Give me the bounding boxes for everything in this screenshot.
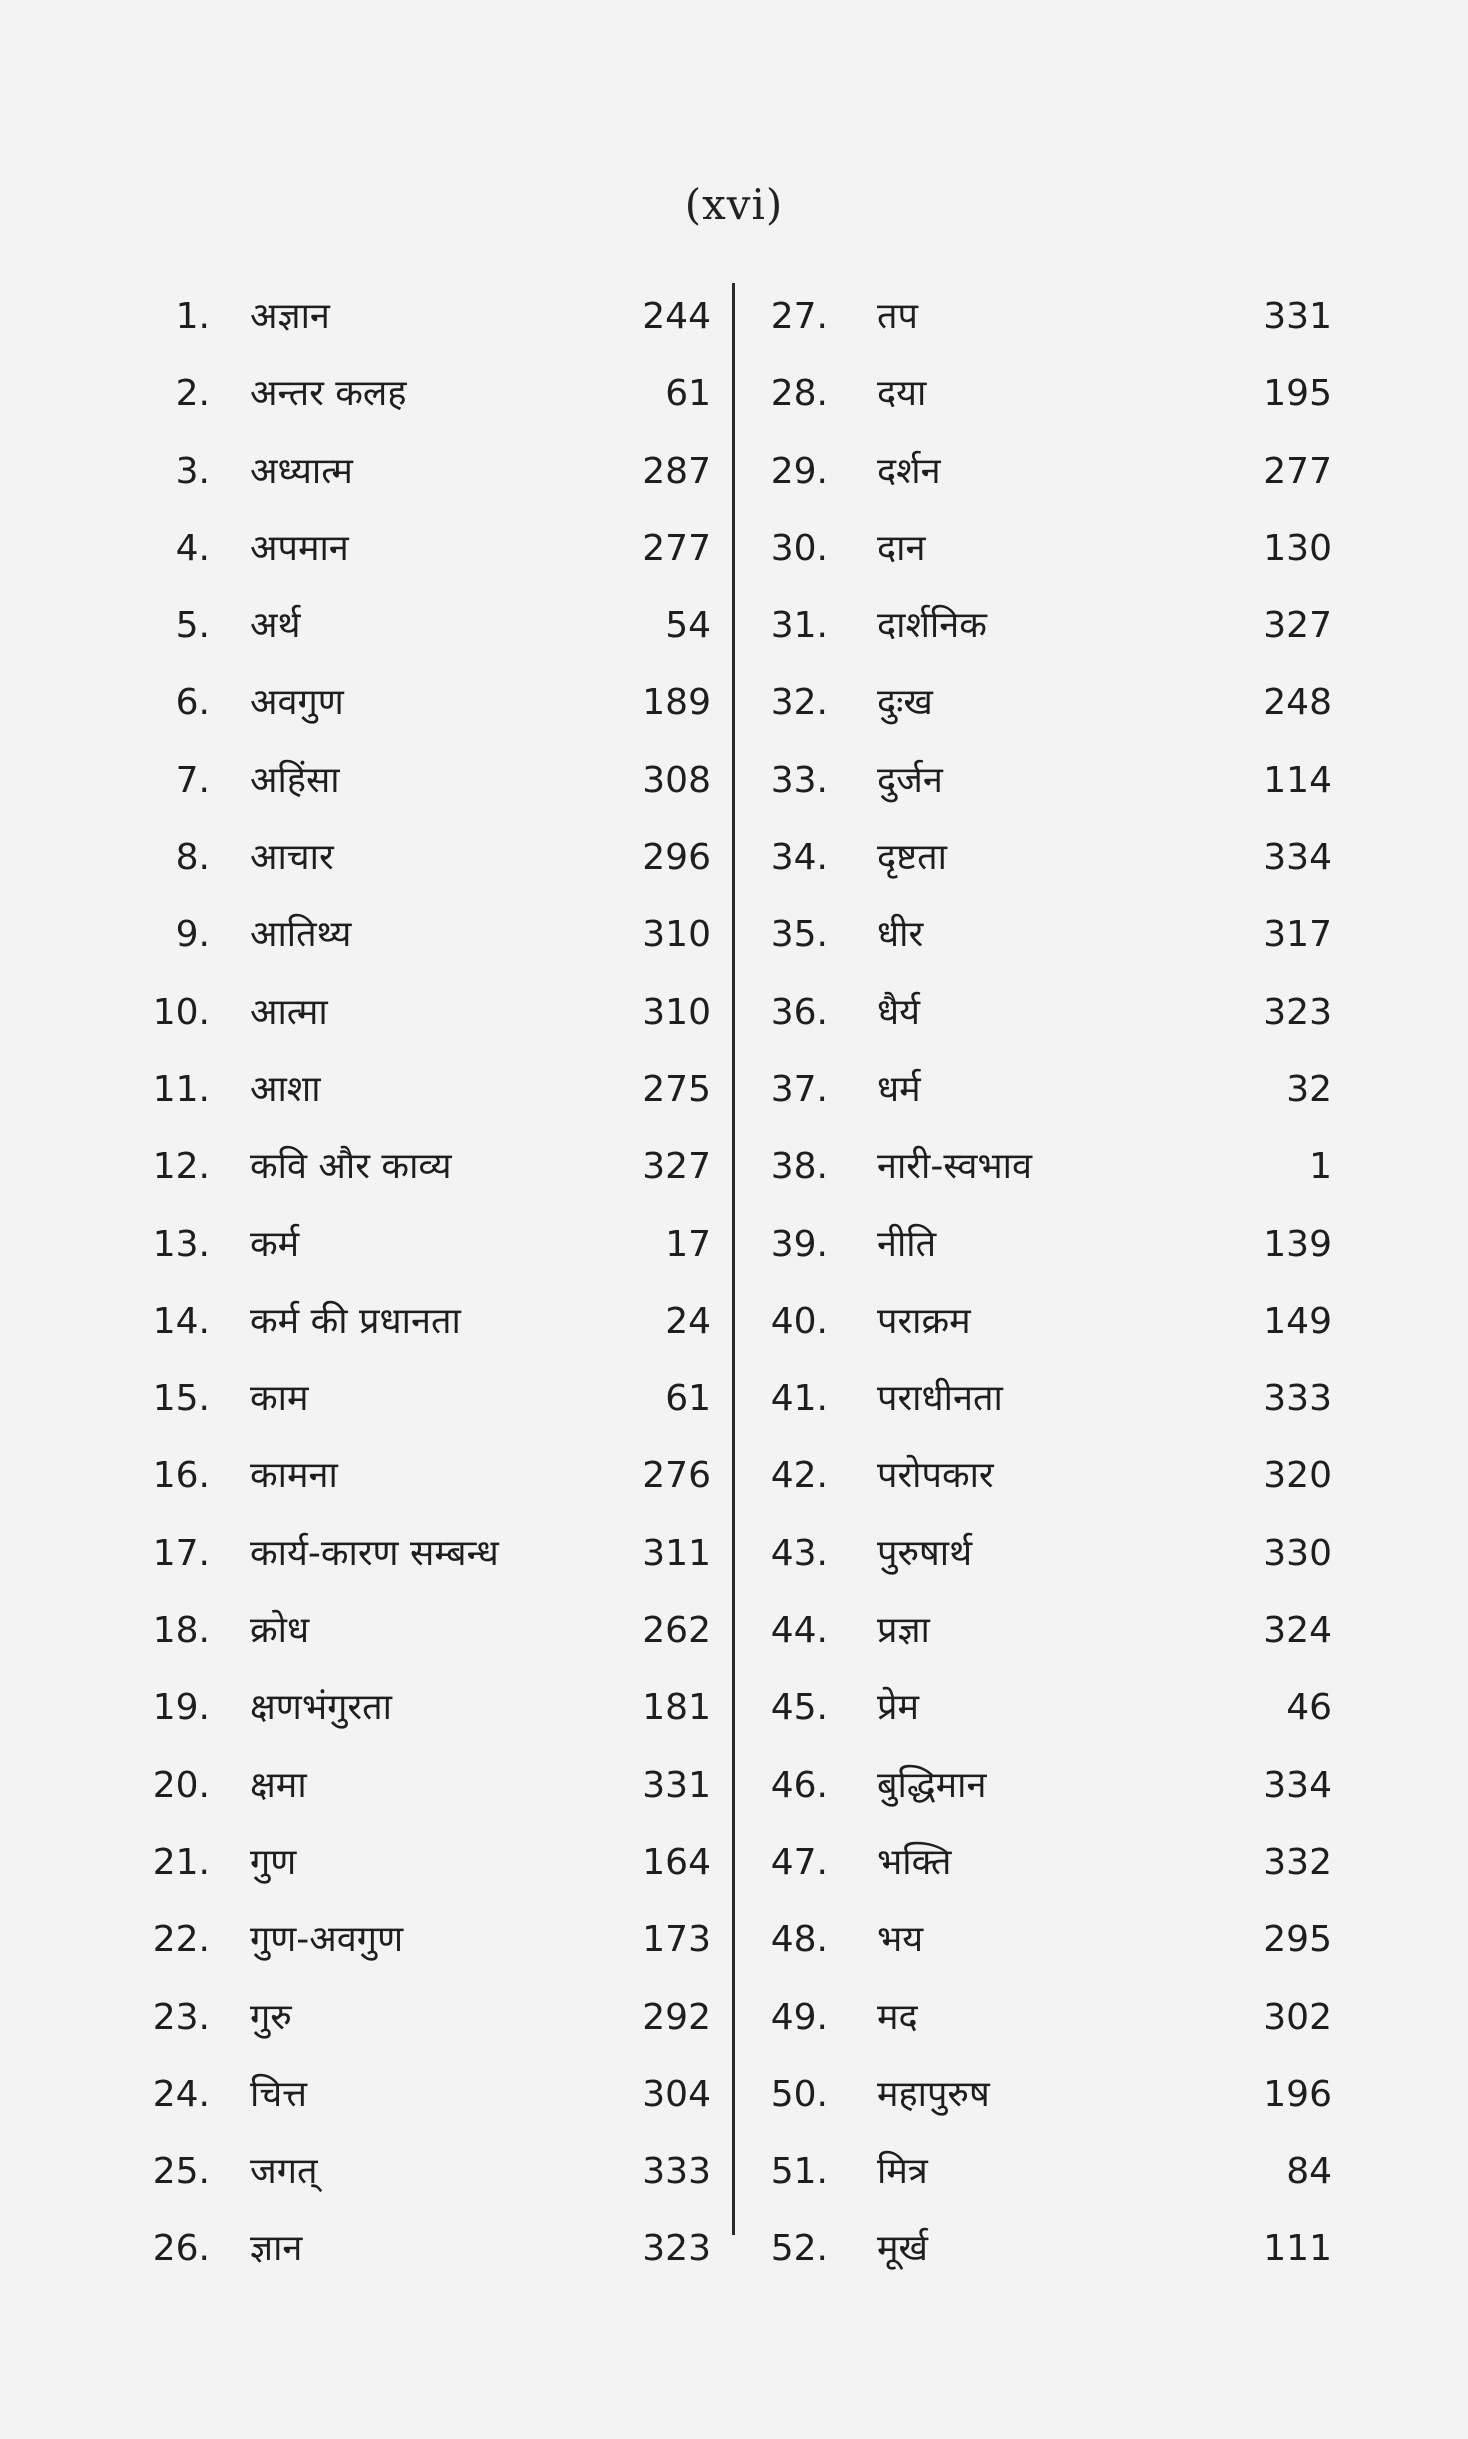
index-entry	[0, 1060, 725, 1137]
entry-page-number: 330	[1263, 1532, 1332, 1574]
entry-page-number: 244	[642, 296, 711, 337]
entry-page-number: 84	[1286, 2151, 1332, 2193]
entry-page-number: 327	[1263, 605, 1332, 647]
index-entry	[0, 1292, 725, 1369]
entry-term: प्रेम	[877, 1687, 920, 1729]
entry-page-number: 149	[1263, 1300, 1332, 1342]
index-entry	[740, 1060, 1360, 1137]
entry-page-number: 196	[1263, 2073, 1332, 2115]
entry-number: 28.	[770, 373, 828, 415]
entry-term: कर्म की प्रधानता	[250, 1300, 461, 1342]
index-entry	[0, 2219, 725, 2296]
entry-page-number: 181	[642, 1687, 711, 1729]
entry-term: चित्त	[250, 2073, 308, 2115]
entry-page-number: 317	[1263, 914, 1332, 956]
index-entry	[740, 287, 1360, 364]
index-entry	[740, 1833, 1360, 1910]
entry-term: आचार	[250, 837, 334, 879]
entry-number: 42.	[770, 1455, 828, 1497]
index-entry	[740, 1988, 1360, 2065]
entry-page-number: 248	[1263, 682, 1332, 724]
entry-page-number: 277	[642, 527, 711, 569]
index-entry	[740, 364, 1360, 441]
index-entry	[740, 673, 1360, 750]
index-entry	[0, 596, 725, 673]
entry-term: क्षमा	[250, 1764, 307, 1806]
entry-number: 29.	[770, 450, 828, 492]
entry-number: 35.	[770, 914, 828, 956]
index-entry	[740, 596, 1360, 673]
index-entry	[0, 905, 725, 982]
index-entry	[740, 2065, 1360, 2142]
entry-page-number: 296	[642, 837, 711, 879]
entry-number: 13.	[152, 1223, 210, 1265]
index-entry	[740, 2142, 1360, 2219]
entry-term: पराक्रम	[877, 1300, 971, 1342]
entry-page-number: 24	[665, 1300, 711, 1342]
index-entry	[740, 1369, 1360, 1446]
entry-term: कवि और काव्य	[250, 1146, 452, 1188]
entry-number: 43.	[770, 1532, 828, 1574]
entry-number: 36.	[770, 991, 828, 1033]
entry-page-number: 320	[1263, 1455, 1332, 1497]
entry-page-number: 323	[642, 2228, 711, 2270]
entry-number: 24.	[152, 2073, 210, 2115]
entry-page-number: 276	[642, 1455, 711, 1497]
column-divider	[732, 283, 735, 2235]
entry-page-number: 173	[642, 1919, 711, 1961]
entry-number: 31.	[770, 605, 828, 647]
entry-page-number: 327	[642, 1146, 711, 1188]
entry-term: आत्मा	[250, 991, 328, 1033]
entry-number: 11.	[152, 1068, 210, 1110]
index-entry	[740, 519, 1360, 596]
index-entry	[740, 1524, 1360, 1601]
entry-term: कर्म	[250, 1223, 300, 1265]
entry-term: अवगुण	[250, 682, 344, 724]
entry-number: 49.	[770, 1996, 828, 2038]
entry-term: दुःख	[877, 682, 933, 724]
entry-page-number: 323	[1263, 991, 1332, 1033]
entry-number: 22.	[152, 1919, 210, 1961]
entry-term: धीर	[877, 914, 924, 956]
entry-number: 10.	[152, 991, 210, 1033]
index-entry	[0, 1833, 725, 1910]
entry-term: आशा	[250, 1068, 321, 1110]
entry-term: दर्शन	[877, 450, 941, 492]
entry-number: 37.	[770, 1068, 828, 1110]
entry-term: अपमान	[250, 527, 349, 569]
index-entry	[0, 828, 725, 905]
entry-number: 47.	[770, 1841, 828, 1883]
entry-term: धर्म	[877, 1068, 921, 1110]
entry-number: 51.	[770, 2151, 828, 2193]
entry-page-number: 61	[665, 373, 711, 415]
entry-term: अहिंसा	[250, 759, 340, 801]
entry-page-number: 331	[1263, 296, 1332, 337]
entry-term: अज्ञान	[250, 296, 330, 337]
index-entry	[740, 1215, 1360, 1292]
entry-number: 46.	[770, 1764, 828, 1806]
entry-term: गुरु	[250, 1996, 292, 2038]
entry-number: 17.	[152, 1532, 210, 1574]
entry-term: भय	[877, 1919, 924, 1961]
entry-number: 33.	[770, 759, 828, 801]
entry-number: 32.	[770, 682, 828, 724]
entry-number: 6.	[175, 682, 210, 724]
entry-number: 50.	[770, 2073, 828, 2115]
index-entry	[0, 364, 725, 441]
entry-page-number: 54	[665, 605, 711, 647]
entry-term: दया	[877, 373, 927, 415]
page-number: (xvi)	[684, 180, 784, 229]
entry-term: कार्य-कारण सम्बन्ध	[250, 1532, 499, 1574]
entry-term: भक्ति	[877, 1841, 952, 1883]
entry-term: काम	[250, 1378, 309, 1420]
index-entry	[740, 442, 1360, 519]
index-entry	[0, 2065, 725, 2142]
entry-page-number: 308	[642, 759, 711, 801]
index-entry	[740, 983, 1360, 1060]
entry-number: 14.	[152, 1300, 210, 1342]
index-entry	[740, 2219, 1360, 2296]
entry-term: दुर्जन	[877, 759, 943, 801]
entry-number: 34.	[770, 837, 828, 879]
entry-term: मित्र	[877, 2151, 928, 2193]
entry-page-number: 17	[665, 1223, 711, 1265]
entry-page-number: 310	[642, 991, 711, 1033]
entry-page-number: 310	[642, 914, 711, 956]
index-entry	[0, 1988, 725, 2065]
entry-term: अध्यात्म	[250, 450, 353, 492]
entry-number: 19.	[152, 1687, 210, 1729]
entry-page-number: 46	[1286, 1687, 1332, 1729]
entry-page-number: 195	[1263, 373, 1332, 415]
index-entry	[0, 442, 725, 519]
entry-number: 45.	[770, 1687, 828, 1729]
entry-page-number: 334	[1263, 1764, 1332, 1806]
entry-page-number: 275	[642, 1068, 711, 1110]
entry-page-number: 262	[642, 1610, 711, 1652]
entry-term: दार्शनिक	[877, 605, 987, 647]
index-entry	[740, 1601, 1360, 1678]
entry-term: नीति	[877, 1223, 937, 1265]
entry-page-number: 32	[1286, 1068, 1332, 1110]
index-entry	[0, 1524, 725, 1601]
entry-term: दान	[877, 527, 926, 569]
index-entry	[0, 2142, 725, 2219]
entry-number: 1.	[175, 296, 210, 337]
entry-number: 8.	[175, 837, 210, 879]
entry-page-number: 139	[1263, 1223, 1332, 1265]
entry-term: नारी-स्वभाव	[877, 1146, 1033, 1188]
entry-page-number: 130	[1263, 527, 1332, 569]
index-entry	[740, 905, 1360, 982]
index-entry	[0, 1215, 725, 1292]
entry-number: 52.	[770, 2228, 828, 2270]
entry-term: महापुरुष	[877, 2073, 990, 2115]
entry-page-number: 111	[1263, 2228, 1332, 2270]
entry-number: 26.	[152, 2228, 210, 2270]
entry-term: अर्थ	[250, 605, 301, 647]
entry-page-number: 302	[1263, 1996, 1332, 2038]
entry-page-number: 333	[1263, 1378, 1332, 1420]
entry-number: 48.	[770, 1919, 828, 1961]
index-column-left	[0, 287, 725, 2297]
entry-page-number: 292	[642, 1996, 711, 2038]
entry-number: 40.	[770, 1300, 828, 1342]
entry-number: 30.	[770, 527, 828, 569]
entry-number: 5.	[175, 605, 210, 647]
entry-term: अन्तर कलह	[250, 373, 407, 415]
entry-term: मद	[877, 1996, 918, 2038]
index-entry	[740, 1137, 1360, 1214]
entry-term: परोपकार	[877, 1455, 994, 1497]
entry-number: 3.	[175, 450, 210, 492]
entry-term: पुरुषार्थ	[877, 1532, 973, 1574]
entry-number: 12.	[152, 1146, 210, 1188]
entry-page-number: 331	[642, 1764, 711, 1806]
index-entry	[0, 1910, 725, 1987]
entry-term: प्रज्ञा	[877, 1610, 930, 1652]
index-entry	[740, 1756, 1360, 1833]
index-entry	[740, 751, 1360, 828]
entry-page-number: 277	[1263, 450, 1332, 492]
entry-term: मूर्ख	[877, 2228, 928, 2270]
entry-number: 4.	[175, 527, 210, 569]
index-entry	[0, 673, 725, 750]
entry-term: पराधीनता	[877, 1378, 1003, 1420]
entry-term: कामना	[250, 1455, 338, 1497]
entry-page-number: 311	[642, 1532, 711, 1574]
entry-term: क्रोध	[250, 1610, 310, 1652]
entry-term: आतिथ्य	[250, 914, 352, 956]
index-entry	[0, 519, 725, 596]
index-entry	[0, 287, 725, 364]
index-entry	[0, 1137, 725, 1214]
index-entry	[0, 1756, 725, 1833]
entry-page-number: 304	[642, 2073, 711, 2115]
entry-page-number: 189	[642, 682, 711, 724]
index-entry	[740, 1292, 1360, 1369]
entry-term: दृष्टता	[877, 837, 947, 879]
entry-page-number: 333	[642, 2151, 711, 2193]
index-entry	[0, 983, 725, 1060]
entry-term: क्षणभंगुरता	[250, 1687, 392, 1729]
index-entry	[0, 1678, 725, 1755]
entry-number: 41.	[770, 1378, 828, 1420]
entry-number: 39.	[770, 1223, 828, 1265]
entry-page-number: 324	[1263, 1610, 1332, 1652]
index-entry	[0, 1369, 725, 1446]
index-column-right	[740, 287, 1360, 2297]
entry-number: 15.	[152, 1378, 210, 1420]
entry-page-number: 114	[1263, 759, 1332, 801]
index-entry	[740, 1910, 1360, 1987]
index-entry	[740, 1678, 1360, 1755]
entry-page-number: 1	[1309, 1146, 1332, 1188]
entry-page-number: 61	[665, 1378, 711, 1420]
index-entry	[740, 1446, 1360, 1523]
entry-number: 2.	[175, 373, 210, 415]
entry-term: बुद्धिमान	[877, 1764, 987, 1806]
entry-number: 23.	[152, 1996, 210, 2038]
entry-term: धैर्य	[877, 991, 921, 1033]
index-entry	[740, 828, 1360, 905]
entry-number: 21.	[152, 1841, 210, 1883]
entry-number: 38.	[770, 1146, 828, 1188]
entry-number: 25.	[152, 2151, 210, 2193]
index-entry	[0, 1601, 725, 1678]
entry-term: जगत्	[250, 2151, 318, 2193]
index-entry	[0, 1446, 725, 1523]
entry-page-number: 164	[642, 1841, 711, 1883]
index-entry	[0, 751, 725, 828]
entry-page-number: 332	[1263, 1841, 1332, 1883]
entry-term: गुण-अवगुण	[250, 1919, 404, 1961]
entry-page-number: 287	[642, 450, 711, 492]
entry-number: 16.	[152, 1455, 210, 1497]
entry-number: 27.	[770, 296, 828, 337]
entry-number: 7.	[175, 759, 210, 801]
entry-number: 9.	[175, 914, 210, 956]
entry-term: ज्ञान	[250, 2228, 303, 2270]
entry-term: तप	[877, 296, 918, 337]
entry-term: गुण	[250, 1841, 297, 1883]
entry-page-number: 295	[1263, 1919, 1332, 1961]
entry-number: 18.	[152, 1610, 210, 1652]
entry-number: 20.	[152, 1764, 210, 1806]
entry-number: 44.	[770, 1610, 828, 1652]
entry-page-number: 334	[1263, 837, 1332, 879]
